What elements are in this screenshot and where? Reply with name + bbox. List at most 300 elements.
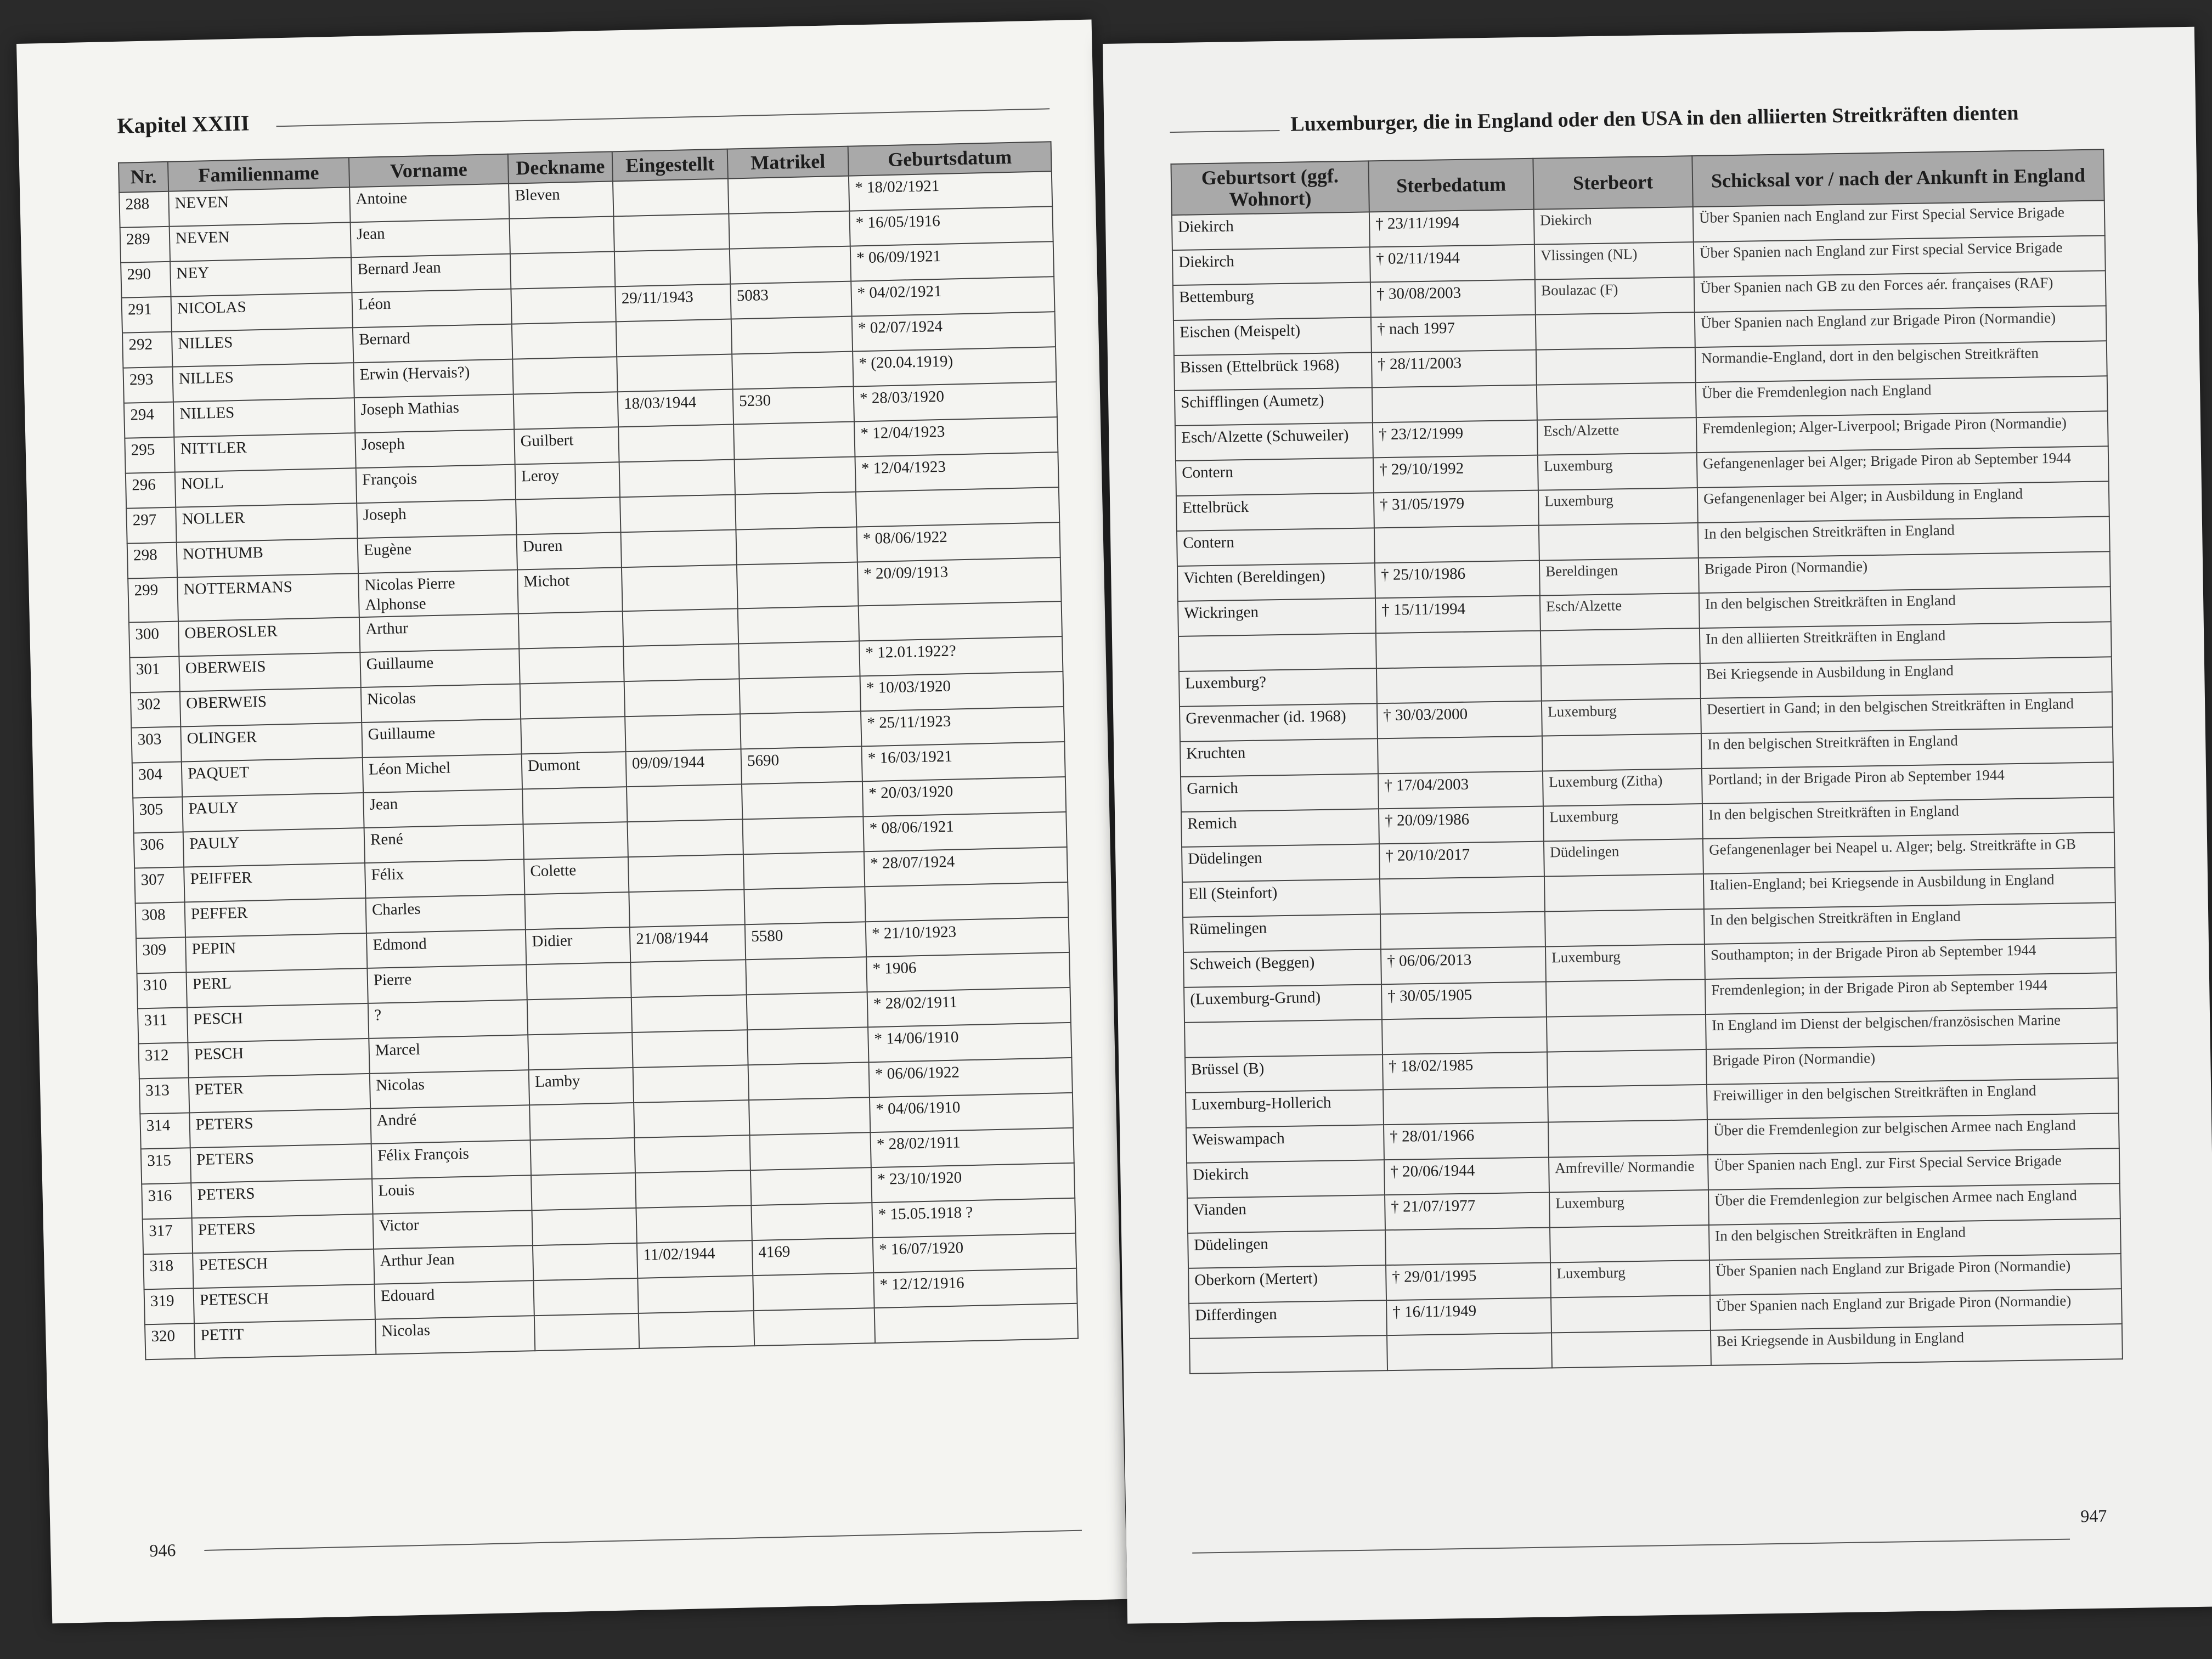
table-cell xyxy=(634,1100,749,1138)
table-cell: * 15.05.1918 ? xyxy=(872,1198,1075,1238)
table-cell: PAULY xyxy=(182,793,364,832)
table-cell: Antoine xyxy=(349,183,509,222)
table-cell: Rümelingen xyxy=(1183,914,1381,952)
table-cell: Über Spanien nach England zur Brigade Piron (Normandie) xyxy=(1695,306,2107,348)
table-cell xyxy=(528,1032,633,1070)
table-cell: * 04/02/1921 xyxy=(851,276,1054,316)
column-header: Geburtsort (ggf. Wohnort) xyxy=(1171,161,1369,215)
table-cell: NICOLAS xyxy=(171,292,353,331)
chapter-heading: Kapitel XXIII xyxy=(116,110,250,138)
table-cell xyxy=(1380,877,1545,915)
table-cell: André xyxy=(370,1105,530,1144)
table-cell: 312 xyxy=(138,1042,188,1079)
table-cell: Joseph Mathias xyxy=(354,394,514,433)
table-cell: In England im Dienst der belgischen/französischen Marine xyxy=(1706,1008,2118,1049)
table-cell: Luxemburg? xyxy=(1179,668,1377,707)
table-cell: Schifflingen (Aumetz) xyxy=(1175,388,1373,426)
table-cell: Garnich xyxy=(1181,774,1379,812)
table-cell: Joseph xyxy=(355,429,515,468)
table-cell xyxy=(753,1273,874,1311)
table-cell: 11/02/1944 xyxy=(637,1240,753,1278)
table-cell: PESCH xyxy=(188,1039,369,1077)
table-cell: OLINGER xyxy=(180,723,362,761)
table-cell: Eugène xyxy=(358,534,517,573)
table-cell xyxy=(1550,1225,1709,1263)
table-cell xyxy=(623,644,739,682)
table-cell: PAQUET xyxy=(182,758,363,797)
table-cell: 302 xyxy=(131,692,180,728)
table-cell xyxy=(1539,523,1699,561)
table-cell: Ell (Steinfort) xyxy=(1182,879,1380,917)
column-header: Sterbedatum xyxy=(1368,159,1533,212)
table-cell: Bernard Jean xyxy=(351,253,511,292)
table-cell: NILLES xyxy=(173,398,355,437)
table-cell: 305 xyxy=(133,797,183,833)
table-cell xyxy=(533,1278,638,1316)
table-cell xyxy=(1372,385,1537,423)
table-cell xyxy=(1544,874,1704,912)
table-cell: * 12/04/1923 xyxy=(855,452,1058,492)
table-cell: Victor xyxy=(373,1210,533,1249)
table-cell xyxy=(514,392,618,429)
table-cell: 309 xyxy=(136,938,186,974)
table-cell xyxy=(512,321,617,359)
table-cell: * (20.04.1919) xyxy=(853,347,1056,386)
table-cell xyxy=(620,529,736,567)
table-cell: Über Spanien nach England zur First special Service Brigade xyxy=(1694,236,2106,278)
table-cell: 317 xyxy=(143,1218,193,1254)
table-cell: Esch/Alzette xyxy=(1537,417,1697,455)
table-cell: Über Spanien nach Engl. zur First Special Service Brigade xyxy=(1708,1148,2120,1190)
table-cell: PETESCH xyxy=(193,1249,374,1288)
table-cell: † 25/10/1986 xyxy=(1375,561,1540,599)
table-cell xyxy=(519,646,624,684)
table-cell xyxy=(512,357,617,394)
table-cell xyxy=(509,216,614,253)
table-cell: Félix xyxy=(365,859,524,898)
table-cell: 296 xyxy=(126,472,176,508)
table-cell: Marcel xyxy=(369,1035,528,1074)
table-cell: Edouard xyxy=(374,1280,534,1319)
table-cell: 4169 xyxy=(752,1238,873,1276)
table-cell xyxy=(1178,633,1376,672)
table-cell: † 02/11/1944 xyxy=(1370,245,1535,283)
table-cell xyxy=(619,459,735,497)
table-cell: Normandie-England, dort in den belgischen Streitkräften xyxy=(1695,341,2107,383)
table-cell: Düdelingen xyxy=(1544,839,1703,877)
table-cell xyxy=(631,995,747,1032)
table-cell: 300 xyxy=(129,622,179,658)
table-cell: 5083 xyxy=(730,281,851,319)
table-cell: Über die Fremdenlegion nach England xyxy=(1696,376,2108,418)
table-cell: Über Spanien nach England zur Brigade Piron (Normandie) xyxy=(1709,1254,2121,1295)
table-cell: Düdelingen xyxy=(1188,1230,1386,1268)
table-cell xyxy=(749,1132,871,1170)
table-cell xyxy=(740,711,861,749)
table-cell: Gefangenenlager bei Alger; Brigade Piron ab September 1944 xyxy=(1697,446,2109,488)
table-cell: Dumont xyxy=(522,752,627,789)
table-cell: 5690 xyxy=(741,746,862,784)
column-header: Matrikel xyxy=(727,146,849,179)
table-cell: François xyxy=(356,464,516,503)
table-cell xyxy=(1537,382,1696,420)
table-cell: Guillaume xyxy=(360,649,520,688)
table-cell: Arthur xyxy=(359,614,519,653)
table-cell: 315 xyxy=(141,1148,191,1184)
table-cell: 319 xyxy=(144,1288,194,1324)
table-cell: † 30/08/2003 xyxy=(1370,280,1536,318)
table-cell: 306 xyxy=(134,832,184,868)
table-cell: 307 xyxy=(134,867,184,904)
table-cell: Düdelingen xyxy=(1182,844,1380,882)
table-cell: Boulazac (F) xyxy=(1535,277,1695,315)
table-cell: Michot xyxy=(517,567,623,614)
table-cell: † 20/09/1986 xyxy=(1379,806,1544,844)
table-cell: Guilbert xyxy=(514,427,619,464)
table-cell: OBEROSLER xyxy=(178,617,360,656)
table-cell: † 20/10/2017 xyxy=(1379,842,1544,879)
table-cell: * 06/06/1922 xyxy=(869,1058,1073,1097)
table-cell: † 06/06/2013 xyxy=(1381,947,1546,985)
table-cell: PETERS xyxy=(189,1109,371,1148)
table-cell: PEPIN xyxy=(185,933,367,972)
table-cell: In den belgischen Streitkräften in England xyxy=(1702,797,2114,839)
table-cell: Bei Kriegsende in Ausbildung in England xyxy=(1700,657,2112,698)
table-cell: Über Spanien nach England zur Brigade Piron (Normandie) xyxy=(1710,1289,2122,1330)
table-cell xyxy=(1380,912,1545,950)
person-table xyxy=(118,141,1079,1360)
table-cell: OBERWEIS xyxy=(179,652,360,691)
table-cell: † 31/05/1979 xyxy=(1374,490,1539,528)
table-cell xyxy=(736,527,857,565)
column-header: Nr. xyxy=(119,162,168,193)
table-cell: Über die Fremdenlegion zur belgischen Armee nach England xyxy=(1707,1113,2119,1155)
table-cell: Brigade Piron (Normandie) xyxy=(1706,1043,2118,1085)
table-cell xyxy=(1376,631,1541,669)
table-body xyxy=(119,171,1078,1360)
table-cell: NOTTERMANS xyxy=(177,573,359,622)
table-body xyxy=(1172,201,2123,1374)
table-cell xyxy=(1385,1228,1550,1266)
table-cell: Luxemburg xyxy=(1542,698,1701,736)
table-cell xyxy=(639,1311,754,1348)
table-cell: Esch/Alzette xyxy=(1540,593,1700,631)
table-cell: 308 xyxy=(136,902,185,939)
table-cell: NEVEN xyxy=(170,222,351,261)
table-cell xyxy=(533,1243,637,1280)
table-cell xyxy=(510,251,615,289)
table-cell: Bereldingen xyxy=(1539,558,1699,596)
table-cell: Nicolas xyxy=(370,1070,529,1109)
table-cell xyxy=(1378,736,1543,774)
table-cell xyxy=(617,354,732,392)
table-cell: * 1906 xyxy=(866,952,1070,992)
table-cell xyxy=(1374,526,1539,563)
table-cell: 21/08/1944 xyxy=(630,924,746,962)
table-cell: Über Spanien nach England zur First Special Service Brigade xyxy=(1693,201,2105,242)
table-cell xyxy=(529,1103,634,1140)
table-cell xyxy=(737,562,859,608)
table-cell: 09/09/1944 xyxy=(626,749,742,787)
table-cell xyxy=(859,601,1062,641)
table-cell xyxy=(856,487,1059,527)
table-cell: * 23/10/1920 xyxy=(871,1163,1075,1203)
table-cell xyxy=(754,1308,875,1346)
table-cell xyxy=(742,816,864,854)
table-cell: * 08/06/1921 xyxy=(863,812,1066,851)
table-cell xyxy=(635,1135,751,1173)
table-cell: 292 xyxy=(122,331,172,368)
table-cell: 299 xyxy=(128,577,178,623)
table-cell: Vlissingen (NL) xyxy=(1534,242,1694,280)
table-cell: † 28/11/2003 xyxy=(1372,350,1537,388)
table-cell: OBERWEIS xyxy=(180,687,362,726)
table-cell: * 16/03/1921 xyxy=(861,742,1065,781)
table-cell xyxy=(629,889,744,927)
table-cell: Bernard xyxy=(353,324,512,363)
table-cell: † nach 1997 xyxy=(1371,315,1536,353)
table-cell xyxy=(747,1027,868,1065)
table-cell: 288 xyxy=(119,191,169,227)
table-cell: Vianden xyxy=(1187,1195,1385,1233)
table-cell: PETER xyxy=(189,1074,370,1113)
table-cell: Edmond xyxy=(366,929,526,968)
table-cell: Contern xyxy=(1176,458,1374,496)
table-cell: * 12.01.1922? xyxy=(859,636,1063,676)
table-cell xyxy=(526,962,631,1000)
column-header: Sterbeort xyxy=(1533,156,1692,210)
table-cell: * 12/12/1916 xyxy=(873,1268,1077,1308)
table-cell xyxy=(625,714,741,752)
table-cell: PESCH xyxy=(187,1003,369,1042)
table-cell: Nicolas xyxy=(375,1316,535,1355)
table-cell: In den belgischen Streitkräften in England xyxy=(1709,1218,2121,1260)
table-cell: Erwin (Hervais?) xyxy=(353,359,513,398)
table-cell: Charles xyxy=(365,894,525,933)
table-cell: 294 xyxy=(124,402,174,438)
table-cell: 5230 xyxy=(733,386,854,424)
table-cell: Amfreville/ Normandie xyxy=(1549,1155,1708,1193)
table-cell xyxy=(1383,1087,1548,1125)
table-cell xyxy=(1545,909,1705,947)
table-cell: Luxemburg xyxy=(1538,488,1698,526)
table-cell: 320 xyxy=(145,1323,195,1359)
heading-rule xyxy=(276,108,1050,127)
table-cell: * 16/07/1920 xyxy=(873,1233,1076,1273)
table-cell: * 10/03/1920 xyxy=(860,672,1064,711)
table-cell: * 02/07/1924 xyxy=(852,312,1056,351)
table-cell: ? xyxy=(368,1000,528,1039)
table-cell: Arthur Jean xyxy=(374,1245,533,1284)
table-cell: Joseph xyxy=(357,499,516,538)
table-cell: 313 xyxy=(139,1077,189,1114)
table-cell xyxy=(520,681,625,719)
table-cell: In den alliierten Streitkräften in England xyxy=(1700,622,2112,663)
table-cell: Desertiert in Gand; in den belgischen Streitkräften in England xyxy=(1701,692,2113,733)
table-cell: 29/11/1943 xyxy=(615,284,731,321)
table-cell: NEVEN xyxy=(168,187,350,226)
table-cell xyxy=(1547,1014,1706,1052)
table-cell: Fremdenlegion; Alger-Liverpool; Brigade Piron (Normandie) xyxy=(1696,411,2108,453)
table-cell xyxy=(1536,312,1695,350)
column-header: Geburtsdatum xyxy=(848,142,1052,176)
table-cell: * 21/10/1923 xyxy=(866,917,1069,957)
table-cell xyxy=(1542,733,1702,771)
table-cell: * 28/07/1924 xyxy=(864,847,1068,887)
table-cell: Luxemburg-Hollerich xyxy=(1186,1090,1384,1128)
table-cell: Ettelbrück xyxy=(1176,493,1374,532)
footer-rule xyxy=(204,1530,1082,1551)
table-cell: † 28/01/1966 xyxy=(1384,1122,1549,1160)
table-cell xyxy=(744,887,865,924)
table-cell: Pierre xyxy=(367,964,527,1003)
table-cell xyxy=(728,176,849,213)
table-cell: Brüssel (B) xyxy=(1185,1054,1383,1093)
table-cell xyxy=(531,1173,636,1210)
table-cell xyxy=(751,1167,872,1205)
table-cell: Bissen (Ettelbrück 1968) xyxy=(1174,353,1372,391)
table-cell xyxy=(740,676,861,714)
table-cell: † 18/02/1985 xyxy=(1383,1052,1548,1090)
column-header: Deckname xyxy=(508,151,613,183)
table-cell xyxy=(627,819,743,857)
table-cell: Luxemburg xyxy=(1543,804,1703,842)
page-title: Luxemburger, die in England oder den USA in den alliierten Streitkräften dienten xyxy=(1290,101,2019,136)
table-cell xyxy=(630,960,746,997)
table-cell: Oberkorn (Mertert) xyxy=(1188,1265,1386,1304)
table-cell xyxy=(534,1313,639,1351)
table-cell: Nicolas xyxy=(361,684,521,723)
table-cell: Duren xyxy=(517,532,622,569)
table-cell xyxy=(522,787,627,824)
table-cell xyxy=(1541,628,1700,666)
table-cell: Félix François xyxy=(371,1140,531,1179)
table-cell: Gefangenenlager bei Neapel u. Alger; belg. Streitkräfte in GB xyxy=(1703,832,2115,874)
table-cell: † 29/10/1992 xyxy=(1373,455,1538,493)
table-cell xyxy=(729,211,850,249)
table-cell: Luxemburg xyxy=(1550,1260,1710,1298)
table-cell: Léon Michel xyxy=(363,754,522,793)
table-cell: NOTHUMB xyxy=(177,538,358,577)
table-cell: Diekirch xyxy=(1172,212,1370,251)
table-cell: 314 xyxy=(140,1113,190,1149)
heading-rule xyxy=(1170,130,1280,133)
column-header: Familienname xyxy=(168,157,349,191)
table-cell xyxy=(751,1203,872,1240)
table-cell: * 16/05/1916 xyxy=(849,206,1053,246)
table-cell: Lamby xyxy=(529,1068,634,1105)
table-cell: PETIT xyxy=(194,1319,376,1358)
table-cell xyxy=(1387,1333,1552,1371)
table-cell: Luxemburg (Zitha) xyxy=(1543,769,1702,806)
table-cell: Portland; in der Brigade Piron ab September 1944 xyxy=(1702,762,2114,804)
table-cell: Weiswampach xyxy=(1186,1125,1384,1163)
table-cell: 310 xyxy=(137,973,187,1009)
table-cell: Jean xyxy=(351,218,510,257)
table-cell: † 30/03/2000 xyxy=(1377,701,1542,739)
table-cell: * 04/06/1910 xyxy=(870,1093,1073,1132)
table-cell: * 20/03/1920 xyxy=(862,777,1066,816)
table-cell: Louis xyxy=(372,1175,532,1214)
table-cell: Jean xyxy=(363,789,523,828)
table-cell xyxy=(521,716,625,754)
table-cell xyxy=(730,246,851,284)
table-cell: * 28/03/1920 xyxy=(854,382,1057,421)
table-cell: René xyxy=(364,825,524,864)
table-cell: Diekirch xyxy=(1187,1160,1385,1198)
table-cell: In den belgischen Streitkräften in England xyxy=(1704,902,2116,944)
table-cell: PEIFFER xyxy=(184,863,365,902)
table-cell xyxy=(614,249,730,286)
table-cell: PEFFER xyxy=(185,898,366,937)
table-cell: Grevenmacher (id. 1968) xyxy=(1180,703,1378,742)
table-cell xyxy=(735,492,856,529)
table-cell: Luxemburg xyxy=(1549,1190,1709,1228)
column-header: Vorname xyxy=(349,154,509,187)
table-cell xyxy=(1547,1049,1707,1087)
table-cell xyxy=(1382,1017,1547,1055)
table-cell: † 17/04/2003 xyxy=(1378,771,1543,809)
table-cell xyxy=(633,1065,749,1103)
table-cell: NOLL xyxy=(175,468,357,507)
table-cell xyxy=(637,1276,753,1313)
table-cell: Bleven xyxy=(509,181,613,218)
table-cell: † 15/11/1994 xyxy=(1375,596,1541,634)
table-cell xyxy=(613,213,729,251)
table-cell xyxy=(616,319,732,357)
table-cell: † 20/06/1944 xyxy=(1384,1158,1549,1195)
table-cell xyxy=(524,892,629,929)
table-cell: NILLES xyxy=(172,363,354,402)
table-cell: Contern xyxy=(1177,528,1375,567)
table-cell: 303 xyxy=(131,727,181,763)
table-cell: Colette xyxy=(524,857,629,894)
table-cell: 289 xyxy=(120,226,170,262)
column-header: Eingestellt xyxy=(612,149,728,181)
table-cell: Freiwilliger in den belgischen Streitkräften in England xyxy=(1707,1078,2119,1120)
table-cell xyxy=(624,679,740,716)
table-cell xyxy=(636,1205,752,1243)
table-cell: Didier xyxy=(526,927,630,964)
table-cell: Kruchten xyxy=(1180,738,1378,777)
table-cell xyxy=(531,1138,635,1175)
table-cell: In den belgischen Streitkräften in England xyxy=(1698,516,2110,558)
table-cell: * 18/02/1921 xyxy=(849,171,1052,211)
table-cell: Fremdenlegion; in der Brigade Piron ab September 1944 xyxy=(1705,973,2117,1014)
table-cell xyxy=(747,992,868,1030)
table-cell: Bei Kriegsende in Ausbildung in England xyxy=(1711,1324,2123,1365)
table-cell xyxy=(738,606,859,644)
table-cell xyxy=(516,497,620,534)
table-cell: Brigade Piron (Normandie) xyxy=(1699,551,2111,593)
table-cell xyxy=(635,1170,751,1208)
table-cell: 304 xyxy=(132,762,182,798)
table-cell xyxy=(613,178,729,216)
table-cell xyxy=(1376,666,1542,704)
table-cell xyxy=(749,1097,870,1135)
table-cell: PETESCH xyxy=(194,1284,375,1323)
page-number: 946 xyxy=(149,1540,176,1561)
table-cell xyxy=(623,609,738,647)
table-cell: 318 xyxy=(143,1253,193,1289)
table-cell: PAULY xyxy=(183,828,365,867)
table-cell xyxy=(532,1208,636,1245)
table-cell: Eischen (Meispelt) xyxy=(1173,318,1372,356)
table-cell: * 12/04/1923 xyxy=(854,417,1058,456)
table-cell: † 23/12/1999 xyxy=(1373,420,1538,458)
table-cell: * 14/06/1910 xyxy=(868,1023,1071,1062)
table-cell: PERL xyxy=(186,968,368,1007)
